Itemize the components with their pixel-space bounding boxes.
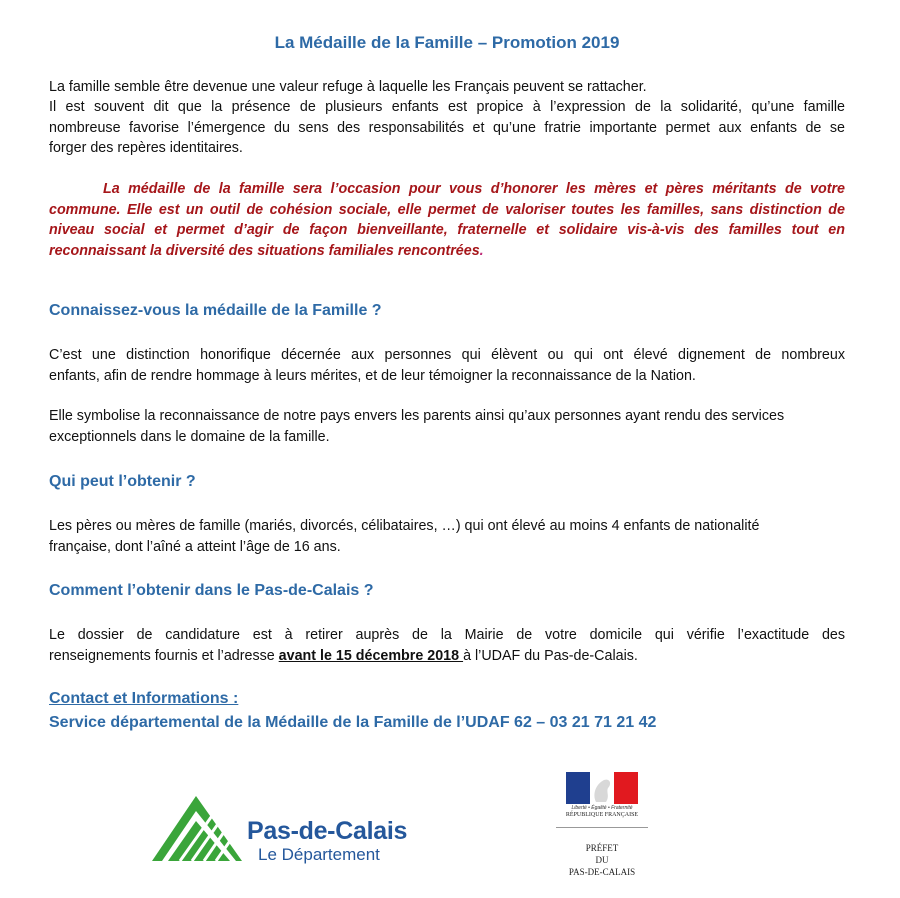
prefet-line: DU: [595, 855, 609, 865]
prefet-text: [552, 842, 652, 878]
highlight-line: niveau social et permet d’agir de façon bienveillante, fraternelle et solidaire vis-à-vis des familles tout en: [49, 222, 845, 238]
intro-paragraph-line: Il est souvent dit que la présence de plusieurs enfants est propice à l’expression de la solidarité, qu’une famille: [49, 99, 845, 115]
prefet-line: PRÉFET: [585, 843, 619, 853]
contact-service: Service départemental de la Médaille de la Famille de l’UDAF 62 – 03 21 71 21 42: [49, 714, 657, 731]
intro-paragraph-line: nombreuse favorise l’émergence du sens des responsabilités et qu’une fratrie importante permet aux enfants de se: [49, 119, 845, 136]
contact-block: [49, 687, 656, 735]
section-eligibility-paragraph: [49, 516, 845, 557]
paragraph-line: Elle symbolise la reconnaissance de notre pays envers les parents ainsi qu’aux personnes ayant rendu des services: [49, 408, 785, 424]
pas-de-calais-logo: [150, 793, 410, 865]
section-heading-medal: Connaissez-vous la médaille de la Famille ?: [49, 302, 382, 319]
highlight-paragraph: [49, 179, 845, 261]
highlight-line: reconnaissant la diversité des situations familiales rencontrées: [49, 242, 480, 259]
highlight-end-mark: .: [479, 242, 484, 259]
intro-paragraph: [49, 97, 845, 159]
prefecture-logo: [552, 772, 652, 882]
highlight-line-last: [49, 241, 845, 262]
deadline-text: avant le 15 décembre 2018: [278, 647, 464, 664]
paragraph-line: Les pères ou mères de famille (mariés, divorcés, célibataires, …) qui ont élevé au moins 4 enfants de nationalité: [49, 518, 760, 534]
text-run: à l’UDAF du Pas-de-Calais.: [463, 647, 638, 664]
paragraph-line: française, dont l’aîné a atteint l’âge de 16 ans.: [49, 538, 341, 555]
section-how-to-paragraph: [49, 625, 845, 666]
highlight-line: La médaille de la famille sera l’occasion pour vous d’honorer les mères et pères méritants de votre: [103, 181, 845, 197]
text-run: renseignements fournis et l’adresse: [49, 647, 279, 664]
paragraph-line: C’est une distinction honorifique décernée aux personnes qui élèvent ou qui ont élevé dignement de nombreux: [49, 347, 845, 363]
marianne-flag-icon: [566, 772, 638, 804]
section-heading-how-to: Comment l’obtenir dans le Pas-de-Calais ?: [49, 582, 374, 599]
divider: [556, 827, 648, 828]
intro-line: La famille semble être devenue une valeur refuge à laquelle les Français peuvent se rattacher.: [49, 79, 647, 95]
paragraph-line: exceptionnels dans le domaine de la famille.: [49, 428, 330, 445]
pas-de-calais-name: Pas-de-Calais: [247, 817, 408, 845]
document-title: La Médaille de la Famille – Promotion 2019: [274, 33, 620, 52]
republic-motto: Liberté • Égalité • Fraternité: [571, 805, 633, 811]
pas-de-calais-mountain-icon: [150, 793, 250, 865]
paragraph-line: [49, 646, 845, 667]
highlight-line: commune. Elle est un outil de cohésion sociale, elle permet de valoriser toutes les familles, sans distinction de: [49, 201, 845, 218]
pas-de-calais-subtitle: Le Département: [258, 845, 380, 864]
contact-label: Contact et Informations :: [49, 690, 239, 707]
paragraph-line: Le dossier de candidature est à retirer auprès de la Mairie de votre domicile qui vérifie l’exactitude des: [49, 627, 845, 643]
section-medal-paragraph-1: [49, 345, 845, 386]
republic-name: RÉPUBLIQUE FRANÇAISE: [565, 812, 639, 818]
section-medal-paragraph-2: [49, 406, 845, 447]
section-heading-eligibility: Qui peut l’obtenir ?: [49, 473, 196, 490]
intro-paragraph-line: forger des repères identitaires.: [49, 140, 243, 156]
prefet-line: PAS-DE-CALAIS: [568, 867, 636, 877]
paragraph-line: enfants, afin de rendre hommage à leurs mérites, et de leur témoigner la reconnaissance de la Nation.: [49, 367, 696, 384]
